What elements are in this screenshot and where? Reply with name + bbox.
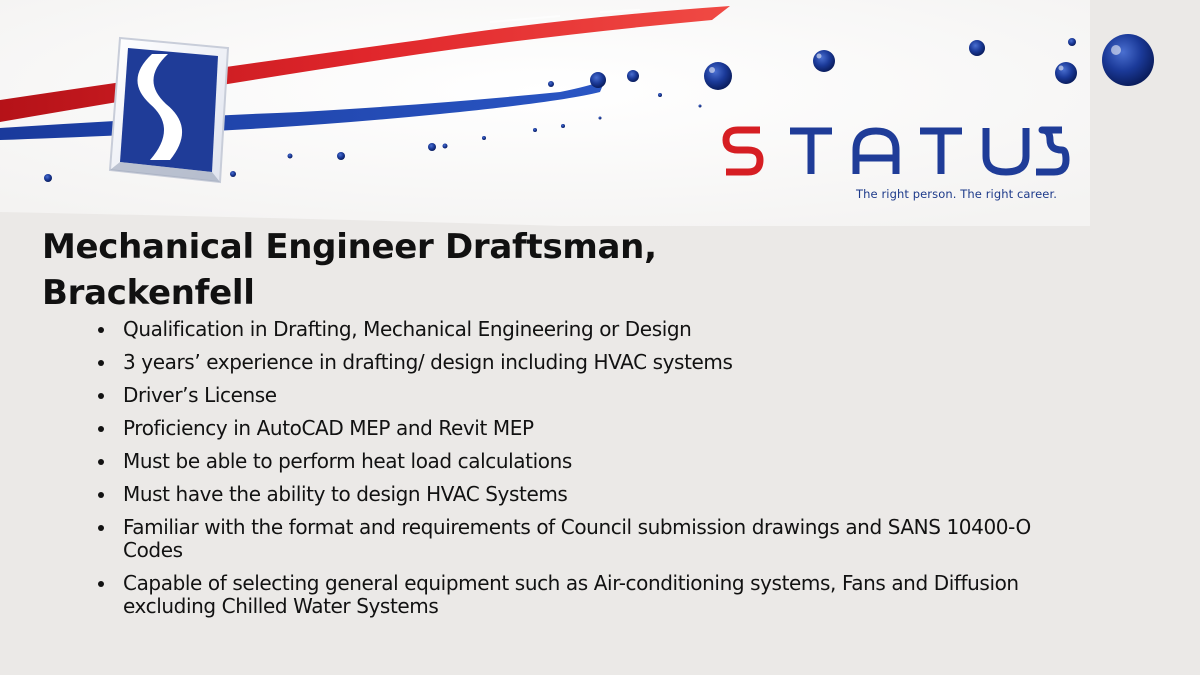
requirements-list: [94, 318, 1094, 628]
title-line-2: Brackenfell: [42, 273, 255, 313]
list-item-text: Proficiency in AutoCAD MEP and Revit MEP: [123, 416, 534, 440]
list-item: [94, 572, 1094, 618]
page-title: [42, 224, 942, 316]
bullet-icon: [98, 525, 104, 531]
list-item: [94, 384, 1094, 407]
list-item: [94, 450, 1094, 473]
list-item-text: Must have the ability to design HVAC Systems: [123, 482, 568, 506]
logo-icon: [110, 38, 228, 182]
list-item-text: Must be able to perform heat load calculations: [123, 449, 572, 473]
list-item: [94, 417, 1094, 440]
bullet-icon: [98, 581, 104, 587]
list-item-text: Familiar with the format and requirements of Council submission drawings and SANS 10400-O Codes: [123, 515, 1031, 562]
list-item-text: Qualification in Drafting, Mechanical Engineering or Design: [123, 317, 692, 341]
brand-tagline: The right person. The right career.: [856, 187, 1057, 201]
list-item: [94, 516, 1094, 562]
bullet-icon: [98, 327, 104, 333]
list-item: [94, 318, 1094, 341]
list-item-text: Driver’s License: [123, 383, 277, 407]
bullet-icon: [98, 426, 104, 432]
list-item: [94, 483, 1094, 506]
bullet-icon: [98, 393, 104, 399]
list-item-text: 3 years’ experience in drafting/ design including HVAC systems: [123, 350, 733, 374]
bullet-icon: [98, 492, 104, 498]
header-banner: [0, 0, 1200, 230]
bullet-icon: [98, 360, 104, 366]
list-item: [94, 351, 1094, 374]
list-item-text: Capable of selecting general equipment such as Air-conditioning systems, Fans and Diffusion excluding Chilled Water Systems: [123, 571, 1019, 618]
title-line-1: Mechanical Engineer Draftsman,: [42, 227, 657, 267]
bullet-icon: [98, 459, 104, 465]
